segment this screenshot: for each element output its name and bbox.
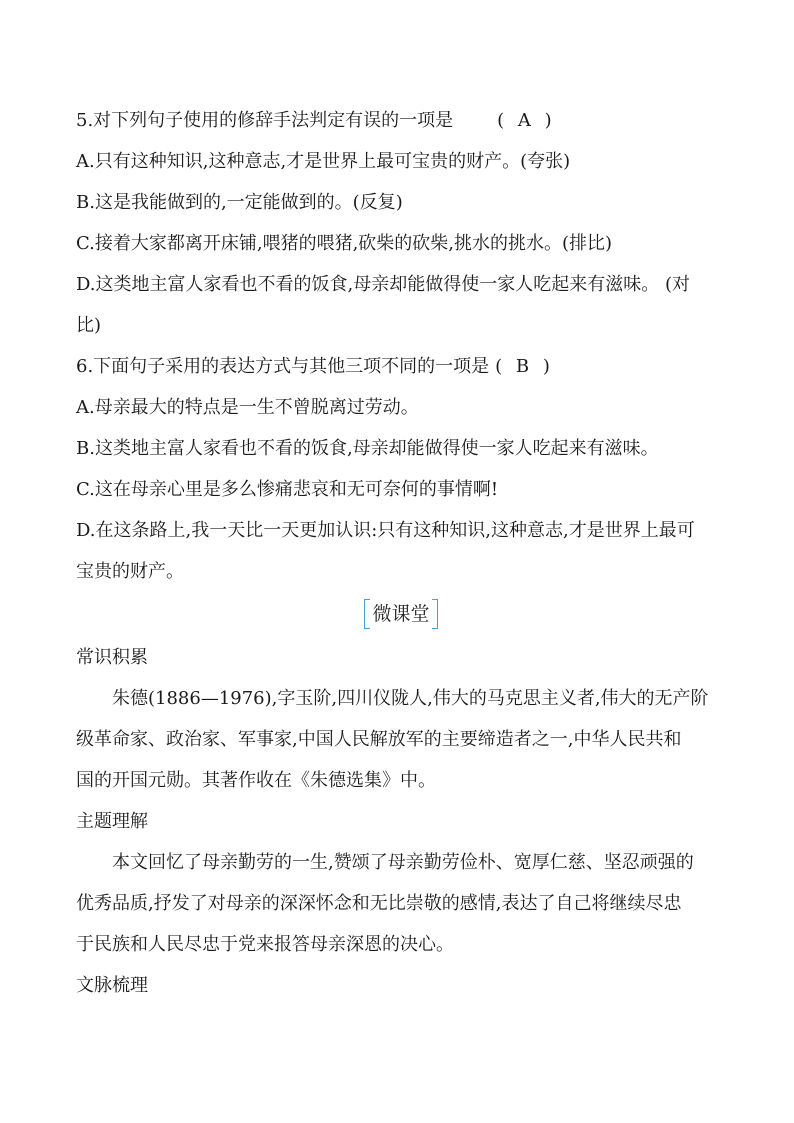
common-knowledge-heading: 常识积累 (76, 647, 148, 668)
question-5-stem-line (76, 100, 726, 141)
question-5-option-c: C.接着大家都离开床铺,喂猪的喂猪,砍柴的砍柴,挑水的挑水。(排比) (76, 233, 613, 254)
document-page (76, 100, 726, 1006)
question-6-option-d-line1: D.在这条路上,我一天比一天更加认识:只有这种知识,这种意志,才是世界上最可 (76, 520, 695, 541)
question-6-answer: ( B ) (495, 356, 554, 377)
question-6-stem: 6.下面句子采用的表达方式与其他三项不同的一项是 (76, 356, 490, 377)
theme-line-1: 本文回忆了母亲勤劳的一生,赞颂了母亲勤劳俭朴、宽厚仁慈、坚忍顽强的 (112, 852, 694, 873)
question-6-option-a: A.母亲最大的特点是一生不曾脱离过劳动。 (76, 397, 419, 418)
theme-line-3: 于民族和人民尽忠于党来报答母亲深恩的决心。 (76, 934, 454, 955)
common-knowledge-line-2: 级革命家、政治家、军事家,中国人民解放军的主要缔造者之一,中华人民共和 (76, 729, 682, 750)
question-5-option-d-line1: D.这类地主富人家看也不看的饭食,母亲却能做得使一家人吃起来有滋味。 (对 (76, 274, 690, 295)
question-6-stem-line (76, 346, 726, 387)
question-6-option-b: B.这类地主富人家看也不看的饭食,母亲却能做得使一家人吃起来有滋味。 (76, 438, 659, 459)
question-5-option-b: B.这是我能做到的,一定能做到的。(反复) (76, 192, 403, 213)
section-title-row (76, 593, 726, 637)
common-knowledge-line-1: 朱德(1886—1976),字玉阶,四川仪陇人,伟大的马克思主义者,伟大的无产阶 (112, 688, 709, 709)
common-knowledge-line-3: 国的开国元勋。其著作收在《朱德选集》中。 (76, 770, 436, 791)
theme-line-2: 优秀品质,抒发了对母亲的深深怀念和无比崇敬的感情,表达了自己将继续尽忠 (76, 893, 682, 914)
section-title: 微课堂 (364, 599, 437, 629)
outline-heading: 文脉梳理 (76, 975, 148, 996)
theme-heading: 主题理解 (76, 811, 148, 832)
question-6-option-c: C.这在母亲心里是多么惨痛悲哀和无可奈何的事情啊! (76, 479, 499, 500)
question-5-answer: ( A ) (497, 110, 556, 131)
question-6-option-d-line2: 宝贵的财产。 (76, 561, 184, 582)
question-5-stem: 5.对下列句子使用的修辞手法判定有误的一项是 (76, 110, 454, 131)
question-5-option-d-line2: 比) (76, 315, 102, 336)
question-5-option-a: A.只有这种知识,这种意志,才是世界上最可宝贵的财产。(夸张) (76, 151, 571, 172)
